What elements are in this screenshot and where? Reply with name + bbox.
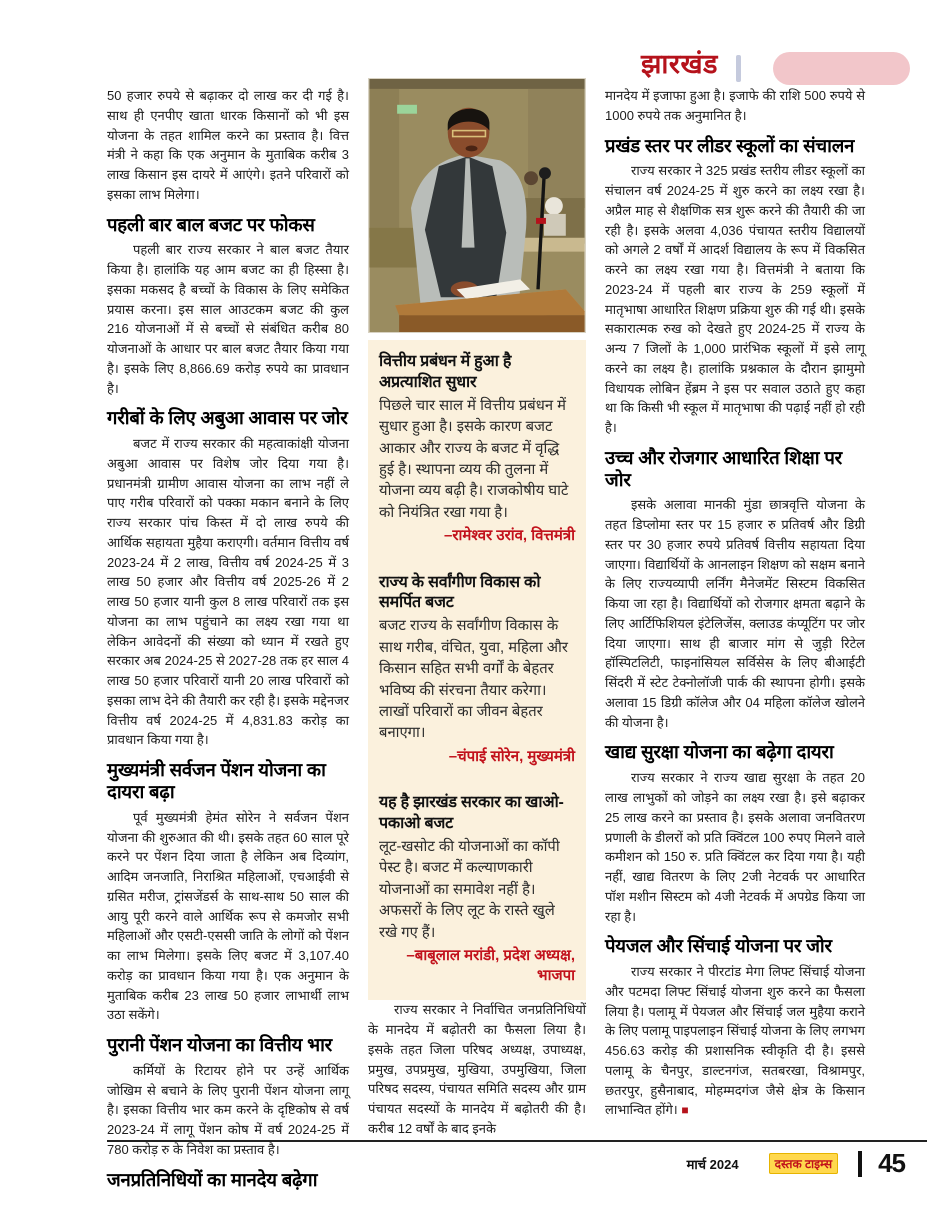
paragraph <box>605 962 865 1120</box>
paragraph: राज्य सरकार ने राज्य खाद्य सुरक्षा के तहत 20 लाख लाभुकों को जोड़ने का लक्ष्य रखा है। इसे बढ़ाकर 25 लाख करने का प्रस्ताव है। इसके अलावा जनवितरण प्रणाली के डीलरों को प्रति क्विंटल 100 रुपए मिलने वाले कमीशन को 150 रु. प्रति क्विंटल कर दिया गया है। यही नहीं, खाद्य वितरण के लिए 2जी नेटवर्क पर आधारित पॉश मशीन सिस्टम को 4जी नेटवर्क में अपग्रेड किया जा रहा है। <box>605 770 865 924</box>
quote-attribution: –बाबूलाल मरांडी, प्रदेश अध्यक्ष, भाजपा <box>406 946 575 985</box>
finance-minister-photo <box>368 78 586 333</box>
paragraph: पूर्व मुख्यमंत्री हेमंत सोरेन ने सर्वजन पेंशन योजना की शुरुआत की थी। इसके तहत 60 साल पूरे करने पर पेंशन दिया जाता है लेकिन अब दिव्यांग, आदिम जनजाति, निराश्रित महिलाओं, एचआईवी से ग्रसित मरीज, ट्रांसजेंडर्स के साथ-साथ 50 साल की आयु पूरी करने वाले आर्थिक रूप से कमजोर सभी महिलाओं और एसटी-एससी जाति के लोगों को पेंशन का लाभ मिलेगा। इसके लिए बजट में 3,107.40 करोड़ का प्रावधान किया गया है। एक अनुमान के मुताबिक करीब 23 लाख 50 हजार लाभार्थी लाभ उठा सकेंगे। <box>107 809 349 1023</box>
quote-title: यह है झारखंड सरकार का खाओ-पकाओ बजट <box>379 794 564 832</box>
article-end-mark: ■ <box>681 1103 689 1118</box>
quote-attribution: –रामेश्वर उरांव, वित्तमंत्री <box>444 527 575 545</box>
quote-title: राज्य के सर्वांगीण विकास को समर्पित बजट <box>379 573 541 612</box>
paragraph: 50 हजार रुपये से बढ़ाकर दो लाख कर दी गई है। साथ ही एनपीए खाता धारक किसानों को भी इस योजना के तहत शामिल करने का प्रस्ताव है। वित्त मंत्री ने कहा कि एक अनुमान के मुताबिक करीब 3 लाख किसान इस दायरे में आएंगे। इतने परिवारों को इसका लाभ मिलेगा। <box>107 88 349 202</box>
paragraph-text: राज्य सरकार ने पीरटांड मेगा लिफ्ट सिंचाई योजना और पटमदा लिफ्ट सिंचाई योजना शुरु करने का फैसला लिया है। पलामू में पेयजल और सिंचाई जल मुहैया कराने के लिए पलामू पाइपलाइन सिंचाई योजना के लिए लगभग 456.63 करोड़ की प्रशासनिक स्वीकृति दी है। इससे पलामू के चैनपुर, डाल्टनगंज, सतबरखा, विश्रामपुर, छतरपुर, हुसैनाबाद, मोहम्मदगंज जैसे क्षेत्र के किसान लाभान्वित होंगे। <box>605 964 865 1118</box>
section-heading: पेयजल और सिंचाई योजना पर जोर <box>605 935 832 957</box>
quote-opposition-leader <box>379 793 575 986</box>
section-heading: जनप्रतिनिधियों का मानदेय बढ़ेगा <box>107 1168 318 1190</box>
magazine-logo: दस्तक टाइम्स <box>769 1153 839 1174</box>
left-column <box>107 78 349 1195</box>
section-heading: खाद्य सुरक्षा योजना का बढ़ेगा दायरा <box>605 741 834 763</box>
footer-rule <box>107 1140 927 1142</box>
paragraph: पहली बार राज्य सरकार ने बाल बजट तैयार किया है। हालांकि यह आम बजट का ही हिस्सा है। इसका मकसद है बच्चों के विकास के लिए समेकित प्रयास करना। इस साल आउटकम बजट की कुल 216 योजनाओं में से बच्चों से संबंधित करीब 80 योजनाओं के आधार पर बाल बजट तैयार किया गया है। इसके लिए 8,866.69 करोड़ रुपये का प्रावधान है। <box>107 242 349 396</box>
quote-chief-minister <box>379 573 575 768</box>
section-heading: गरीबों के लिए अबुआ आवास पर जोर <box>107 407 348 429</box>
paragraph: मानदेय में इजाफा हुआ है। इजाफे की राशि 500 रुपये से 1000 रुपये तक अनुमानित है। <box>605 88 865 123</box>
quote-attribution: –चंपाई सोरेन, मुख्यमंत्री <box>448 747 575 765</box>
section-heading: मुख्यमंत्री सर्वजन पेंशन योजना का दायरा बढ़ा <box>107 759 326 802</box>
page-number: 45 <box>878 1148 905 1178</box>
paragraph: कर्मियों के रिटायर होने पर उन्हें आर्थिक जोखिम से बचाने के लिए पुरानी पेंशन योजना लागू है। इसका वित्तीय भार कम करने के दृष्टिकोष से वर्ष 2023-24 में लागू पेंशन कोष में वर्ष 2024-25 में 780 करोड़ रु के निवेश का प्रस्ताव है। <box>107 1062 349 1157</box>
paragraph: बजट में राज्य सरकार की महत्वाकांक्षी योजना अबुआ आवास पर विशेष जोर दिया गया है। प्रधानमंत्री ग्रामीण आवास योजना का लाभ नहीं ले पाए गरीब परिवारों को पक्का मकान बनाने के लिए राज्य सरकार पांच किस्त में दो लाख रुपये की आर्थिक सहायता मुहैया कराएगी। वर्तमान वित्तीय वर्ष 2023-24 में 2 लाख, वित्तीय वर्ष 2024-25 में 3 लाख 50 हजार और वित्तीय वर्ष 2025-26 में 2 लाख 50 हजार यानी कुल 8 लाख परिवारों तक इस योजना का लाभ पहुंचाने का लक्ष्य रखा गया था लेकिन आवेदनों की संख्या को ध्यान में रखते हुए सरकार अब 2024-25 से 2027-28 तक हर साल 4 लाख 50 हजार परिवारों यानी 20 लाख परिवारों को इसका लाभ देने की तैयारी कर रही है। इसके मद्देनजर वित्तीय वर्ष 2024-25 में 4,831.83 करोड़ का प्रावधान किया गया है। <box>107 436 349 748</box>
paragraph: इसके अलावा मानकी मुंडा छात्रवृत्ति योजना के तहत डिप्लोमा स्तर पर 15 हजार रु प्रतिवर्ष और डिग्री स्तर पर 30 हजार रुपये प्रतिवर्ष वित्तीय सहायता दिया जाएगा। विद्यार्थियों के आनलाइन शिक्षण को सक्षम बनाने के लिए राज्यव्यापी लर्निंग मैनेजमेंट सिस्टम विकसित किया जा रहा है। विद्यार्थियों को रोजगार क्षमता बढ़ाने के लिए आर्टिफिशियल इंटेलिजेंस, क्लाउड कंप्यूटिंग पर जोर दिया जाएगा। साथ ही बाजार मांग से जुड़ी रिटेल हॉस्पिटलिटी, फाइनांसियल सर्विसेस के लिए बीआईटी सिंदरी में स्टेट टेक्नोलॉजी पार्क की स्थापना होगी। इसके अलावा 15 डिग्री कॉलेज और 04 महिला कॉलेज खोलने की योजना है। <box>605 497 865 730</box>
section-heading: पहली बार बाल बजट पर फोकस <box>107 213 315 235</box>
footer-month: मार्च 2024 <box>686 1156 739 1172</box>
right-column <box>605 78 865 1195</box>
section-heading: प्रखंड स्तर पर लीडर स्कूलों का संचालन <box>605 134 855 156</box>
section-heading: उच्च और रोजगार आधारित शिक्षा पर जोर <box>605 446 842 490</box>
section-title: झारखंड <box>641 49 718 79</box>
footer <box>687 1148 905 1179</box>
quote-title: वित्तीय प्रबंधन में हुआ है अप्रत्याशित सुधार <box>379 353 512 391</box>
article-columns <box>107 78 865 1195</box>
quote-body: पिछले चार साल में वित्तीय प्रबंधन में सुधार हुआ है। इसके कारण बजट आकार और राज्य के बजट में वृद्धि हुई है। स्थापना व्यय की तुलना में योजना व्यय बढ़ी है। राजकोषीय घाटे को नियंत्रित रखा गया है। <box>379 397 569 521</box>
quote-panel <box>368 340 586 1000</box>
quote-body: बजट राज्य के सर्वांगीण विकास के साथ गरीब, वंचित, युवा, महिला और किसान सहित सभी वर्गों के बेहतर भविष्य की संरचना तैयार करेगा। लाखों परिवारों का जीवन बेहतर बनाएगा। <box>379 618 568 742</box>
paragraph: राज्य सरकार ने 325 प्रखंड स्तरीय लीडर स्कूलों का संचालन वर्ष 2024-25 में शुरु करने का लक्ष्य रखा है। अप्रैल माह से शैक्षणिक सत्र शुरू करने की तैयारी की जा रही है। इसके अलवा 4,036 पंचायत स्तरीय विद्यालयों को अगले 2 वर्षों में आदर्श विद्यालय के रूप में विकसित करने का लक्ष्य रखा गया है। वित्तमंत्री ने बताया कि 2023-24 में पहली बार राज्य के 259 स्कूलों में मातृभाषा आधारित शिक्षण प्रक्रिया शुरु की गई थी। इसके सकारात्मक रुख को देखते हुए 2024-25 में राज्य के अन्य 7 जिलों के 1,000 प्रारंभिक स्कूलों में इसे लागू करने का लक्ष्य है। हालांकि प्रश्नकाल के दौरान झामुमो विधायक लोबिन हेंब्रम ने इस पर सवाल उठाते हुए कहा था कि किसी भी स्कूल में मातृभाषा की पढ़ाई नहीं हो रही है। <box>605 163 865 436</box>
paragraph: राज्य सरकार ने निर्वाचित जनप्रतिनिधियों के मानदेय में बढ़ोतरी का फैसला लिया है। इसके तहत जिला परिषद अध्यक्ष, उपाध्यक्ष, प्रमुख, उपप्रमुख, मुखिया, उपमुखिया, जिला परिषद सदस्य, पंचायत समिति सदस्य और ग्राम पंचायत सदस्यों के मानदेय में बढ़ोतरी की है। करीब 12 वर्षों के बाद इनके <box>368 1002 586 1136</box>
quote-finance-minister <box>379 352 575 547</box>
quote-body: लूट-खसोट की योजनाओं का कॉपी पेस्ट है। बजट में कल्याणकारी योजनाओं का समावेश नहीं है। अफसरों के लिए लूट के रास्ते खुले रखे गए हैं। <box>379 838 560 941</box>
footer-separator <box>858 1151 862 1177</box>
middle-column <box>368 78 586 1195</box>
section-heading: पुरानी पेंशन योजना का वित्तीय भार <box>107 1034 333 1056</box>
